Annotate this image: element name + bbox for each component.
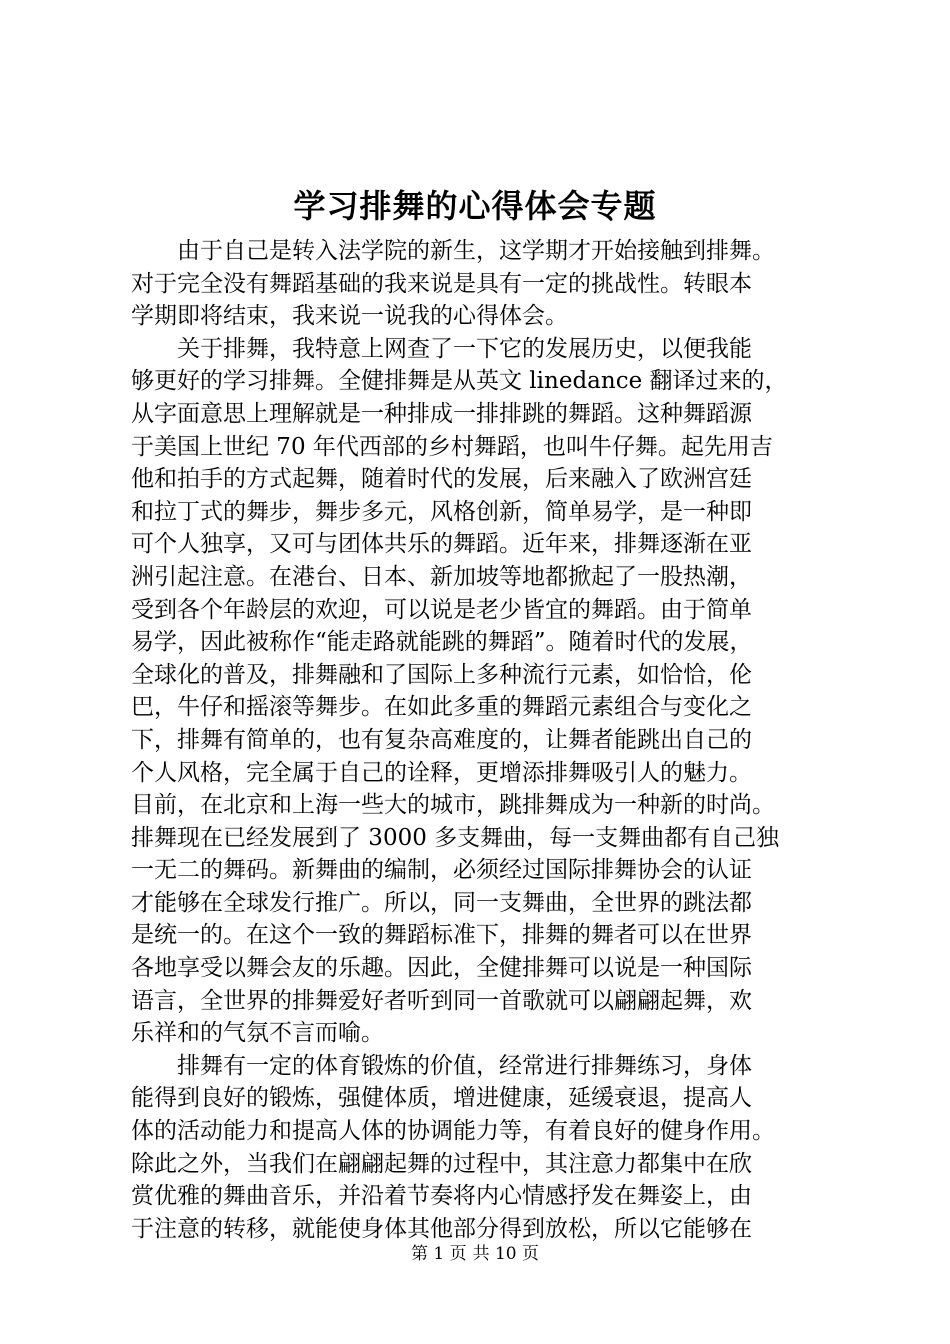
text-line: 才能够在全球发行推广。所以，同一支舞曲，全世界的跳法都: [131, 889, 752, 916]
text-line: 从字面意思上理解就是一种排成一排排跳的舞蹈。这种舞蹈源: [131, 400, 752, 427]
text-line: 一无二的舞码。新舞曲的编制，必须经过国际排舞协会的认证: [131, 857, 752, 884]
page-number-current: 第 1 页: [410, 1244, 467, 1264]
text-line: 对于完全没有舞蹈基础的我来说是具有一定的挑战性。转眼本: [131, 270, 752, 297]
text-line: 和拉丁式的舞步，舞步多元，风格创新，简单易学，是一种即: [131, 498, 752, 525]
text-line: 排舞现在已经发展到了 3000 多支舞曲，每一支舞曲都有自己独: [131, 824, 780, 851]
text-line: 关于排舞，我特意上网查了一下它的发展历史，以便我能: [131, 335, 752, 362]
text-line: 目前，在北京和上海一些大的城市，跳排舞成为一种新的时尚。: [131, 792, 775, 819]
text-line: 于美国上世纪 70 年代西部的乡村舞蹈，也叫牛仔舞。起先用吉: [131, 433, 773, 460]
text-line: 洲引起注意。在港台、日本、新加坡等地都掀起了一股热潮，: [131, 563, 752, 590]
document-title: 学习排舞的心得体会专题: [293, 187, 657, 225]
text-line: 各地享受以舞会友的乐趣。因此，全健排舞可以说是一种国际: [131, 955, 752, 982]
text-line: 是统一的。在这个一致的舞蹈标准下，排舞的舞者可以在世界: [131, 922, 752, 949]
text-line: 排舞有一定的体育锻炼的价值，经常进行排舞练习，身体: [131, 1052, 752, 1079]
text-line: 可个人独享，又可与团体共乐的舞蹈。近年来，排舞逐渐在亚: [131, 531, 752, 558]
text-line: 于注意的转移，就能使身体其他部分得到放松，所以它能够在: [131, 1215, 752, 1242]
text-line: 由于自己是转入法学院的新生，这学期才开始接触到排舞。: [131, 238, 775, 264]
text-line: 语言，全世界的排舞爱好者听到同一首歌就可以翩翩起舞，欢: [131, 987, 752, 1014]
text-line: 下，排舞有简单的，也有复杂高难度的，让舞者能跳出自己的: [131, 726, 752, 753]
text-line: 受到各个年龄层的欢迎，可以说是老少皆宜的舞蹈。由于简单: [131, 596, 752, 623]
text-line: 乐祥和的气氛不言而喻。: [131, 1020, 384, 1047]
text-line: 巴，牛仔和摇滚等舞步。在如此多重的舞蹈元素组合与变化之: [131, 694, 752, 721]
document-body: [131, 235, 843, 1245]
text-line: 他和拍手的方式起舞，随着时代的发展，后来融入了欧洲宫廷: [131, 466, 752, 493]
page-number-total: 共 10 页: [472, 1244, 540, 1264]
text-line: 易学，因此被称作“能走路就能跳的舞蹈”。随着时代的发展，: [131, 629, 753, 656]
text-line: 除此之外，当我们在翩翩起舞的过程中，其注意力都集中在欣: [131, 1150, 752, 1177]
text-line: 够更好的学习排舞。全健排舞是从英文 linedance 翻译过来的，: [131, 368, 788, 395]
text-line: 体的活动能力和提高人体的协调能力等，有着良好的健身作用。: [131, 1118, 775, 1145]
text-line: 学期即将结束，我来说一说我的心得体会。: [131, 303, 568, 330]
text-line: 赏优雅的舞曲音乐，并沿着节奏将内心情感抒发在舞姿上，由: [131, 1183, 752, 1210]
text-line: 个人风格，完全属于自己的诠释，更增添排舞吸引人的魅力。: [131, 759, 752, 786]
text-line: 能得到良好的锻炼，强健体质，增进健康，延缓衰退，提高人: [131, 1085, 752, 1112]
page-footer: [0, 1242, 950, 1266]
text-line: 全球化的普及，排舞融和了国际上多种流行元素，如恰恰，伦: [131, 661, 752, 688]
